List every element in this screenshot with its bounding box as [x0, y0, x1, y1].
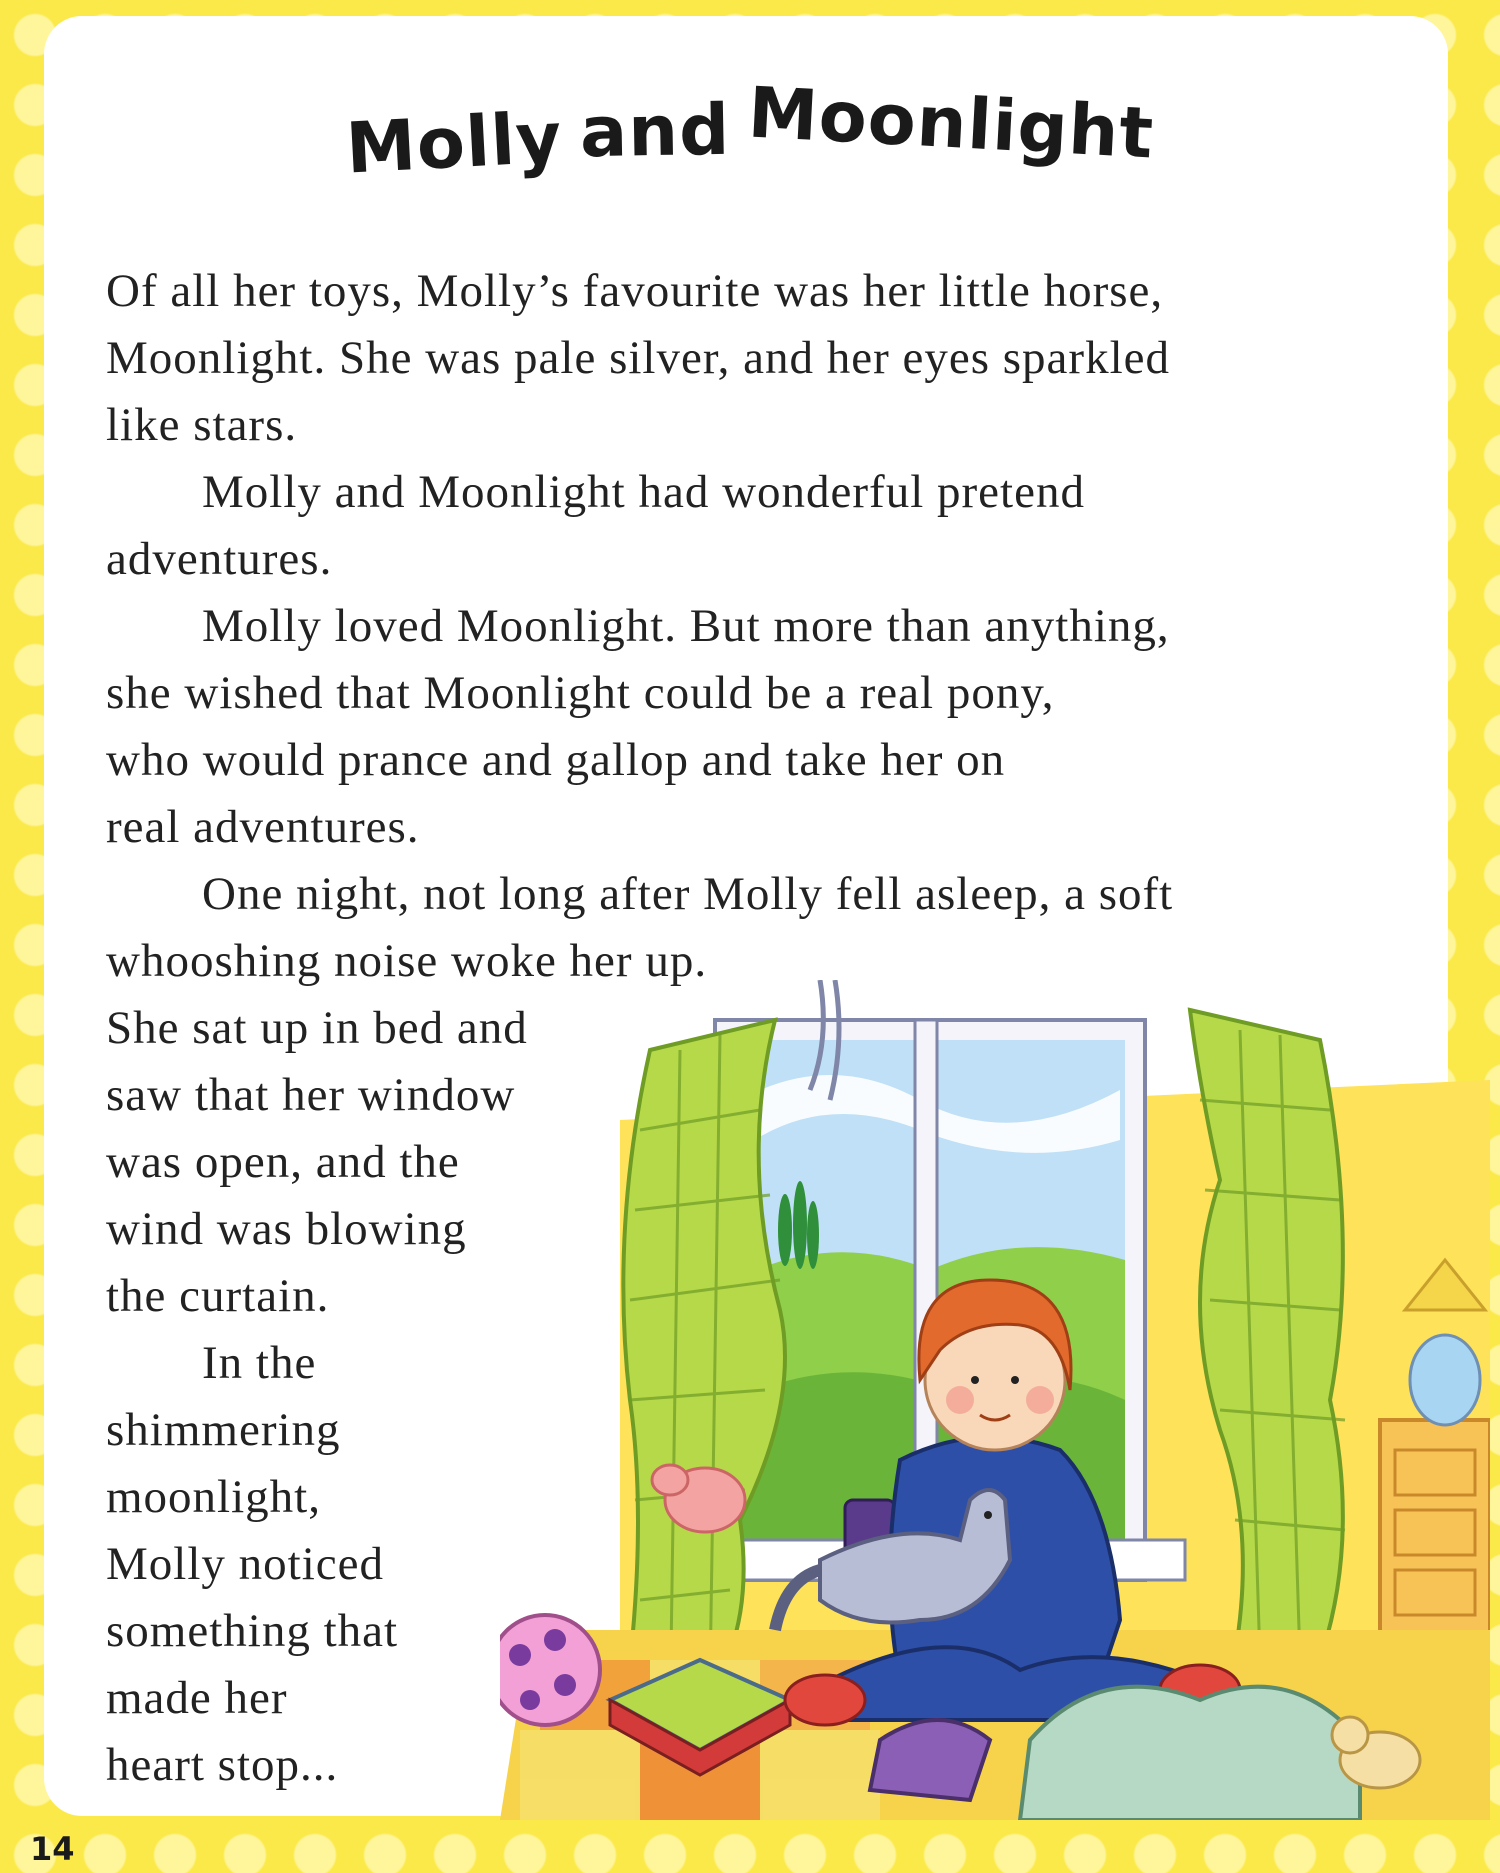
bedroom-illustration: [500, 980, 1490, 1820]
story-line: real adventures.: [106, 801, 420, 853]
story-line: who would prance and gallop and take her on: [106, 734, 1006, 786]
story-line: heart stop...: [106, 1739, 339, 1791]
story-line: something that: [106, 1605, 399, 1657]
title-word-molly: Molly: [343, 96, 565, 190]
title-word-and: and: [579, 88, 731, 174]
story-line: In the: [202, 1337, 317, 1389]
page-number: 14: [30, 1830, 75, 1868]
title-word-moonlight: Moonlight: [746, 71, 1157, 175]
story-line: moonlight,: [106, 1471, 321, 1523]
story-line: adventures.: [106, 533, 333, 585]
story-line: She sat up in bed and: [106, 1002, 528, 1054]
story-line: she wished that Moonlight could be a real pony,: [106, 667, 1055, 719]
lamp: [1410, 1335, 1480, 1425]
story-line: Moonlight. She was pale silver, and her eyes sparkled: [106, 332, 1170, 384]
story-line: Of all her toys, Molly’s favourite was her little horse,: [106, 265, 1164, 317]
clothes-pile: [1020, 1687, 1360, 1820]
story-line: like stars.: [106, 399, 298, 451]
story-line: shimmering: [106, 1404, 341, 1456]
story-line: whooshing noise woke her up.: [106, 935, 708, 987]
story-line: the curtain.: [106, 1270, 330, 1322]
story-line: was open, and the: [106, 1136, 460, 1188]
story-line: wind was blowing: [106, 1203, 467, 1255]
story-line: made her: [106, 1672, 288, 1724]
story-title: [0, 71, 1500, 190]
story-line: One night, not long after Molly fell asleep, a soft: [202, 868, 1174, 920]
story-line: Molly and Moonlight had wonderful pretend: [202, 466, 1085, 518]
story-line: saw that her window: [106, 1069, 516, 1121]
story-line: Molly noticed: [106, 1538, 384, 1590]
story-line: Molly loved Moonlight. But more than anything,: [202, 600, 1170, 652]
